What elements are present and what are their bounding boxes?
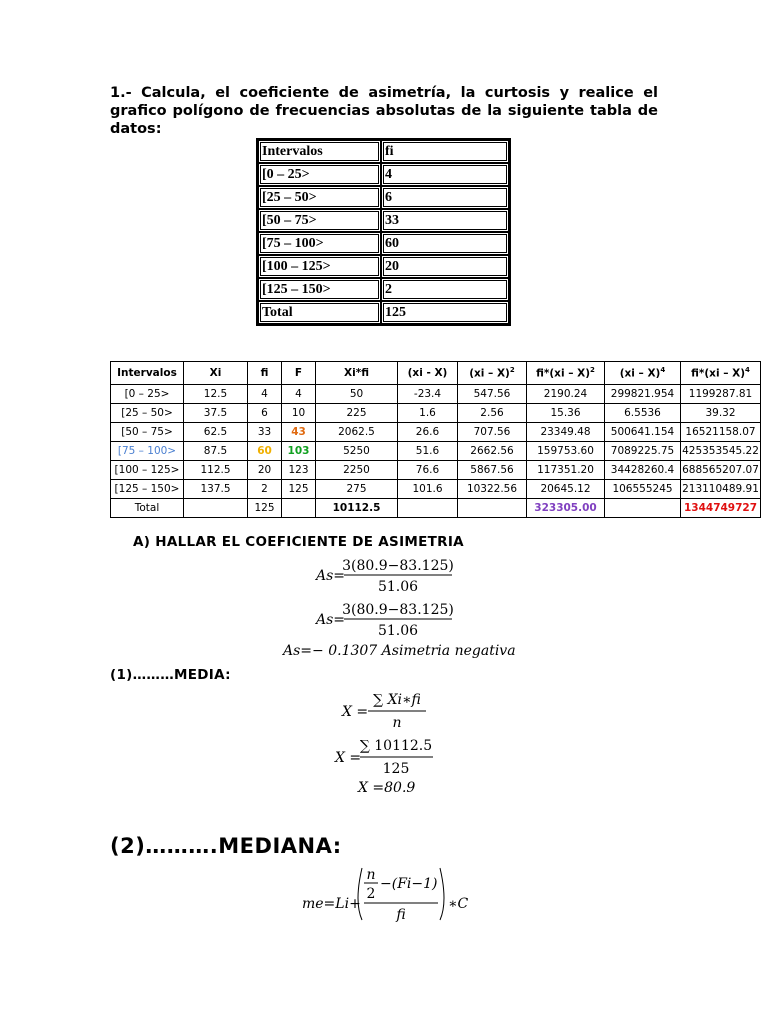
asymmetry-result xyxy=(283,643,516,659)
asymmetry-formula-2 xyxy=(300,597,470,643)
table-header-cell: (xi – X)$^2$ xyxy=(458,362,527,385)
table-cell: 39.32 xyxy=(681,404,761,423)
table-cell: 62.5 xyxy=(184,423,248,442)
table-cell: 2 xyxy=(248,480,282,499)
table-cell: 125 xyxy=(282,480,316,499)
table-cell: [125 – 150> xyxy=(258,278,381,301)
problem-statement: 1.- Calcula, el coeficiente de asimetría, la curtosis y realice el grafico polígono de frecuencias absolutas de la siguiente tabla de datos: xyxy=(110,85,658,137)
table-cell: 2662.56 xyxy=(458,442,527,461)
formula-tail: ∗C xyxy=(448,896,469,912)
table-header-row xyxy=(258,140,509,163)
table-cell: 20645.12 xyxy=(527,480,605,499)
table-cell: [25 – 50> xyxy=(111,404,184,423)
formula-numerator: ∑ Xi∗fi xyxy=(373,692,421,708)
table-cell xyxy=(184,499,248,518)
table-cell: 15.36 xyxy=(527,404,605,423)
table-header-cell: F xyxy=(282,362,316,385)
table-cell: 425353545.22 xyxy=(681,442,761,461)
table-header-cell: fi xyxy=(381,140,509,163)
table-row xyxy=(258,232,509,255)
table-cell: 20 xyxy=(381,255,509,278)
formula-denominator: n xyxy=(392,715,402,731)
section-mediana-heading: (2)……….MEDIANA: xyxy=(110,834,342,858)
table-cell: 33 xyxy=(248,423,282,442)
table-cell: [100 – 125> xyxy=(258,255,381,278)
table-cell-highlight: 1344749727 xyxy=(681,499,761,518)
table-cell: 2 xyxy=(381,278,509,301)
table-cell: 213110489.91 xyxy=(681,480,761,499)
mean-formula-1 xyxy=(330,685,450,733)
table-cell: 5250 xyxy=(316,442,398,461)
asymmetry-formula-1 xyxy=(300,553,470,599)
table-header-row xyxy=(111,362,761,385)
table-cell: Total xyxy=(258,301,381,324)
inner-numerator: n xyxy=(366,867,376,883)
table-header-cell: Intervalos xyxy=(111,362,184,385)
table-cell: 6.5536 xyxy=(605,404,681,423)
table-cell: 60 xyxy=(381,232,509,255)
table-header-cell: Intervalos xyxy=(258,140,381,163)
table-cell-highlight: [75 – 100> xyxy=(111,442,184,461)
formula-denominator: 51.06 xyxy=(377,623,419,639)
table-cell: 5867.56 xyxy=(458,461,527,480)
table-cell: 6 xyxy=(381,186,509,209)
section-a-heading: A) HALLAR EL COEFICIENTE DE ASIMETRIA xyxy=(133,534,464,550)
table-cell: 707.56 xyxy=(458,423,527,442)
table-cell: 137.5 xyxy=(184,480,248,499)
table-cell: 2250 xyxy=(316,461,398,480)
left-paren xyxy=(358,868,362,920)
table-cell xyxy=(282,499,316,518)
table-cell: 225 xyxy=(316,404,398,423)
table-cell: 299821.954 xyxy=(605,385,681,404)
table-cell: [50 – 75> xyxy=(258,209,381,232)
table-cell: 51.6 xyxy=(398,442,458,461)
table-cell: 76.6 xyxy=(398,461,458,480)
result-value: As=− 0.1307 xyxy=(283,643,378,659)
table-row xyxy=(111,385,761,404)
table-header-cell: fi xyxy=(248,362,282,385)
table-cell xyxy=(398,499,458,518)
table-cell: 10112.5 xyxy=(316,499,398,518)
table-cell: [25 – 50> xyxy=(258,186,381,209)
formula-numerator: 3(80.9−83.125) xyxy=(342,558,454,574)
formula-denominator: 125 xyxy=(382,761,410,777)
table-row xyxy=(258,255,509,278)
mean-result xyxy=(358,780,415,796)
table-cell: 16521158.07 xyxy=(681,423,761,442)
table-cell: 1199287.81 xyxy=(681,385,761,404)
table-cell: 50 xyxy=(316,385,398,404)
statistics-table xyxy=(110,361,761,518)
table-cell: [125 – 150> xyxy=(111,480,184,499)
formula-lhs: me=Li+ xyxy=(302,896,361,912)
table-cell: 4 xyxy=(282,385,316,404)
formula-lhs: As= xyxy=(316,612,346,628)
table-cell xyxy=(605,499,681,518)
table-cell: 1.6 xyxy=(398,404,458,423)
table-row xyxy=(258,163,509,186)
table-cell: 10322.56 xyxy=(458,480,527,499)
table-cell-highlight: 60 xyxy=(248,442,282,461)
table-header-cell: fi*(xi – X)$^4$ xyxy=(681,362,761,385)
table-cell: 26.6 xyxy=(398,423,458,442)
table-row xyxy=(111,480,761,499)
table-cell: 112.5 xyxy=(184,461,248,480)
table-cell: 275 xyxy=(316,480,398,499)
table-cell: 159753.60 xyxy=(527,442,605,461)
section-media-heading: (1)………MEDIA: xyxy=(110,667,231,683)
outer-denominator: fi xyxy=(396,907,406,923)
formula-numerator: ∑ 10112.5 xyxy=(359,738,433,754)
table-row xyxy=(258,209,509,232)
table-cell: 125 xyxy=(248,499,282,518)
table-row xyxy=(111,461,761,480)
table-cell: [50 – 75> xyxy=(111,423,184,442)
table-header-cell: (xi – X)$^4$ xyxy=(605,362,681,385)
table-cell: 4 xyxy=(248,385,282,404)
table-cell: 101.6 xyxy=(398,480,458,499)
table-cell: 547.56 xyxy=(458,385,527,404)
table-header-cell: Xi*fi xyxy=(316,362,398,385)
table-cell: 117351.20 xyxy=(527,461,605,480)
table-row xyxy=(258,278,509,301)
table-cell: 123 xyxy=(282,461,316,480)
table-cell xyxy=(458,499,527,518)
table-cell: [75 – 100> xyxy=(258,232,381,255)
inner-rest: −(Fi−1) xyxy=(380,876,438,892)
table-cell: 2.56 xyxy=(458,404,527,423)
table-cell: 10 xyxy=(282,404,316,423)
frequency-table xyxy=(256,138,511,326)
formula-lhs: As= xyxy=(316,568,346,584)
table-row xyxy=(111,404,761,423)
table-cell: 2062.5 xyxy=(316,423,398,442)
table-cell: 87.5 xyxy=(184,442,248,461)
table-row xyxy=(258,186,509,209)
table-row xyxy=(111,442,761,461)
table-cell-highlight: 43 xyxy=(282,423,316,442)
table-cell: -23.4 xyxy=(398,385,458,404)
result-note: Asimetria negativa xyxy=(381,643,516,659)
inner-denominator: 2 xyxy=(366,886,376,902)
result-value: X =80.9 xyxy=(358,780,416,796)
formula-numerator: 3(80.9−83.125) xyxy=(342,602,454,618)
formula-denominator: 51.06 xyxy=(377,579,419,595)
table-row xyxy=(111,423,761,442)
table-cell: 12.5 xyxy=(184,385,248,404)
table-cell: 34428260.4 xyxy=(605,461,681,480)
table-cell: [0 – 25> xyxy=(111,385,184,404)
table-header-cell: fi*(xi – X)$^2$ xyxy=(527,362,605,385)
table-total-row xyxy=(258,301,509,324)
table-cell: Total xyxy=(111,499,184,518)
table-cell: 500641.154 xyxy=(605,423,681,442)
mean-formula-2 xyxy=(325,731,455,779)
formula-lhs: X = xyxy=(342,704,369,720)
formula-lhs: X = xyxy=(335,750,362,766)
table-cell: 7089225.75 xyxy=(605,442,681,461)
table-cell: [100 – 125> xyxy=(111,461,184,480)
table-cell: 125 xyxy=(381,301,509,324)
table-cell-highlight: 103 xyxy=(282,442,316,461)
table-cell: 20 xyxy=(248,461,282,480)
table-cell: 106555245 xyxy=(605,480,681,499)
table-cell: 2190.24 xyxy=(527,385,605,404)
table-total-row xyxy=(111,499,761,518)
table-cell: 4 xyxy=(381,163,509,186)
table-cell: 23349.48 xyxy=(527,423,605,442)
median-formula xyxy=(298,862,478,926)
table-cell-highlight: 323305.00 xyxy=(527,499,605,518)
table-cell: 33 xyxy=(381,209,509,232)
table-cell: 37.5 xyxy=(184,404,248,423)
right-paren xyxy=(440,868,444,920)
table-header-cell: (xi - X) xyxy=(398,362,458,385)
table-header-cell: Xi xyxy=(184,362,248,385)
table-cell: 688565207.07 xyxy=(681,461,761,480)
table-cell: 6 xyxy=(248,404,282,423)
table-cell: [0 – 25> xyxy=(258,163,381,186)
